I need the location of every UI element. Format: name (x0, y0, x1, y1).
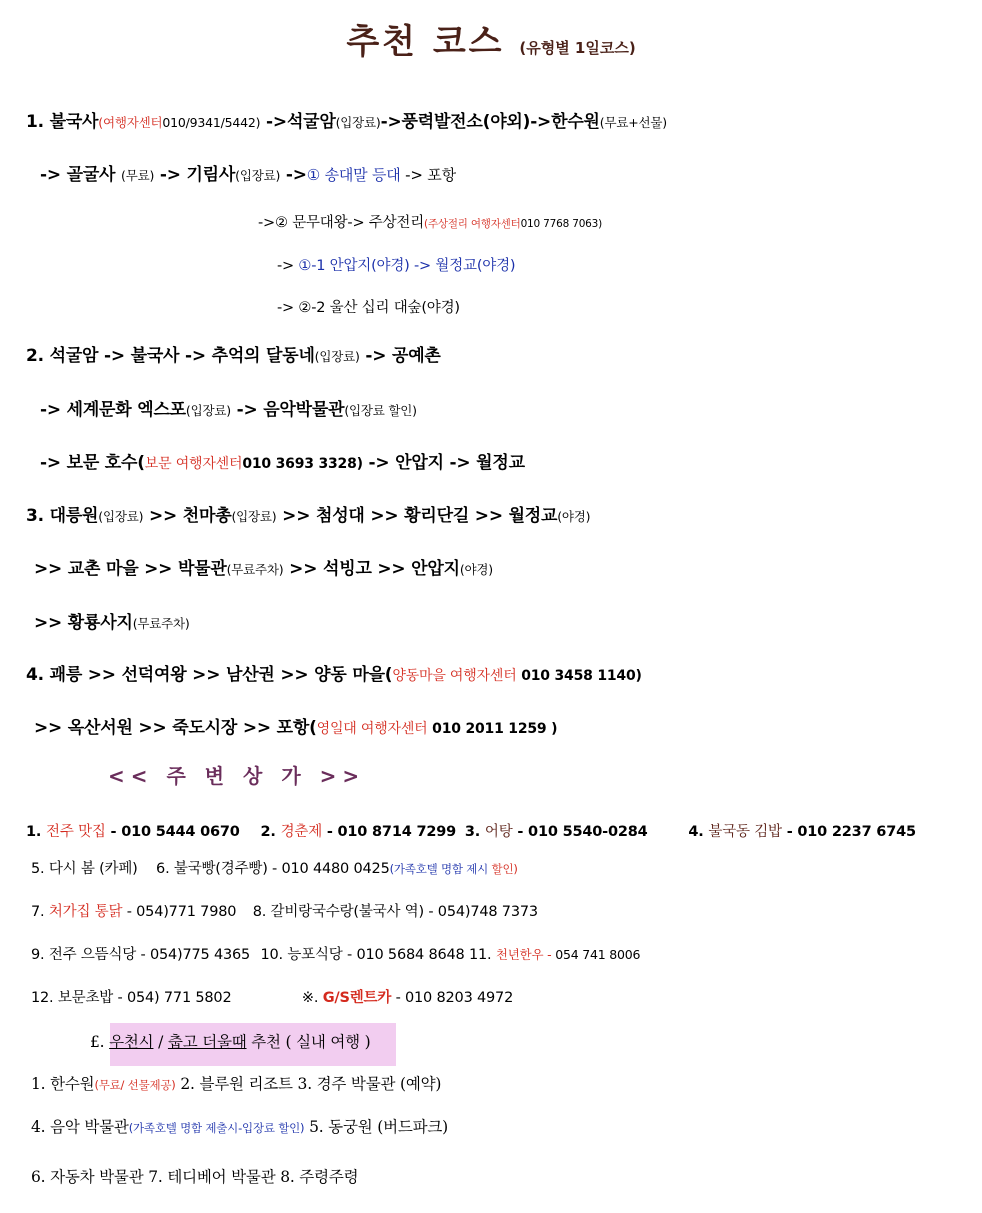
course3-line1: 3. 대릉원(입장료) >> 천마총(입장료) >> 첨성대 >> 황리단길 >> 월정교(야경) (26, 506, 591, 526)
course1-line5: -> ②-2 울산 십리 대숲(야경) (277, 300, 460, 316)
title-sub: (유형별 1일코스) (519, 39, 636, 57)
course3-line3: >> 황룡사지(무료주차) (34, 613, 190, 633)
rainy-row3: 6. 자동차 박물관 7. 테디베어 박물관 8. 주령주령 (31, 1168, 359, 1186)
course1-line3: ->② 문무대왕-> 주상전리(주상절리 여행자센터010 7768 7063) (258, 215, 603, 231)
course2-line2: -> 세계문화 엑스포(입장료) -> 음악박물관(입장료 할인) (40, 400, 417, 420)
course4-line2: >> 옥산서원 >> 죽도시장 >> 포항(영일대 여행자센터 010 2011 1259 ) (34, 718, 558, 738)
shop-2: 2. 경춘제 - 010 8714 7299 (260, 824, 457, 840)
shops-row3: 7. 처가집 통닭 - 054)771 7980 8. 갈비랑국수랑(불국사 역) - 054)748 7373 (31, 904, 538, 920)
shop-4: 4. 불국동 김밥 - 010 2237 6745 (688, 824, 916, 840)
shops-heading: << 주 변 상 가 >> (108, 764, 366, 788)
course1-line1: 1. 불국사(여행자센터010/9341/5442) ->석굴암(입장료)->풍력발전소(야외)->한수원(무료+선물) (26, 112, 667, 132)
shops-row1 (26, 820, 916, 841)
rainy-row2: 4. 음악 박물관(가족호텔 명함 제출시-입장료 할인) 5. 동궁원 (버드파크) (31, 1118, 449, 1136)
course1-line4: -> ①-1 안압지(야경) -> 월정교(야경) (277, 258, 516, 274)
course4-line1: 4. 괘릉 >> 선덕여왕 >> 남산권 >> 양동 마을(양동마을 여행자센터 010 3458 1140) (26, 665, 642, 685)
rainy-heading: £. 우천시 / 춥고 더울때 추천 ( 실내 여행 ) (90, 1033, 371, 1051)
shops-row5: 12. 보문초밥 - 054) 771 5802 ※. G/S렌트카 - 010 8203 4972 (31, 990, 514, 1006)
course2-line1: 2. 석굴암 -> 불국사 -> 추억의 달동네(입장료) -> 공예촌 (26, 346, 441, 366)
shop-1: 1. 전주 맛집 - 010 5444 0670 (26, 824, 240, 840)
shops-row2: 5. 다시 봄 (카페) 6. 불국빵(경주빵) - 010 4480 0425(가족호텔 명함 제시 할인) (31, 861, 518, 877)
rainy-row1: 1. 한수원(무료/ 선물제공) 2. 블루원 리조트 3. 경주 박물관 (예약) (31, 1075, 442, 1093)
course2-line3: -> 보문 호수(보문 여행자센터010 3693 3328) -> 안압지 -> 월정교 (40, 453, 525, 473)
title-main: 추천 코스 (346, 22, 505, 62)
shop-3: 3. 어탕 - 010 5540-0284 (464, 824, 648, 840)
page-title (0, 14, 982, 63)
course3-line2: >> 교촌 마을 >> 박물관(무료주차) >> 석빙고 >> 안압지(야경) (34, 559, 493, 579)
course1-line2: -> 골굴사 (무료) -> 기림사(입장료) ->① 송대말 등대 -> 포항 (40, 165, 456, 185)
shops-row4: 9. 전주 으뜸식당 - 054)775 4365 10. 능포식당 - 010 5684 8648 11. 천년한우 - 054 741 8006 (31, 947, 641, 963)
